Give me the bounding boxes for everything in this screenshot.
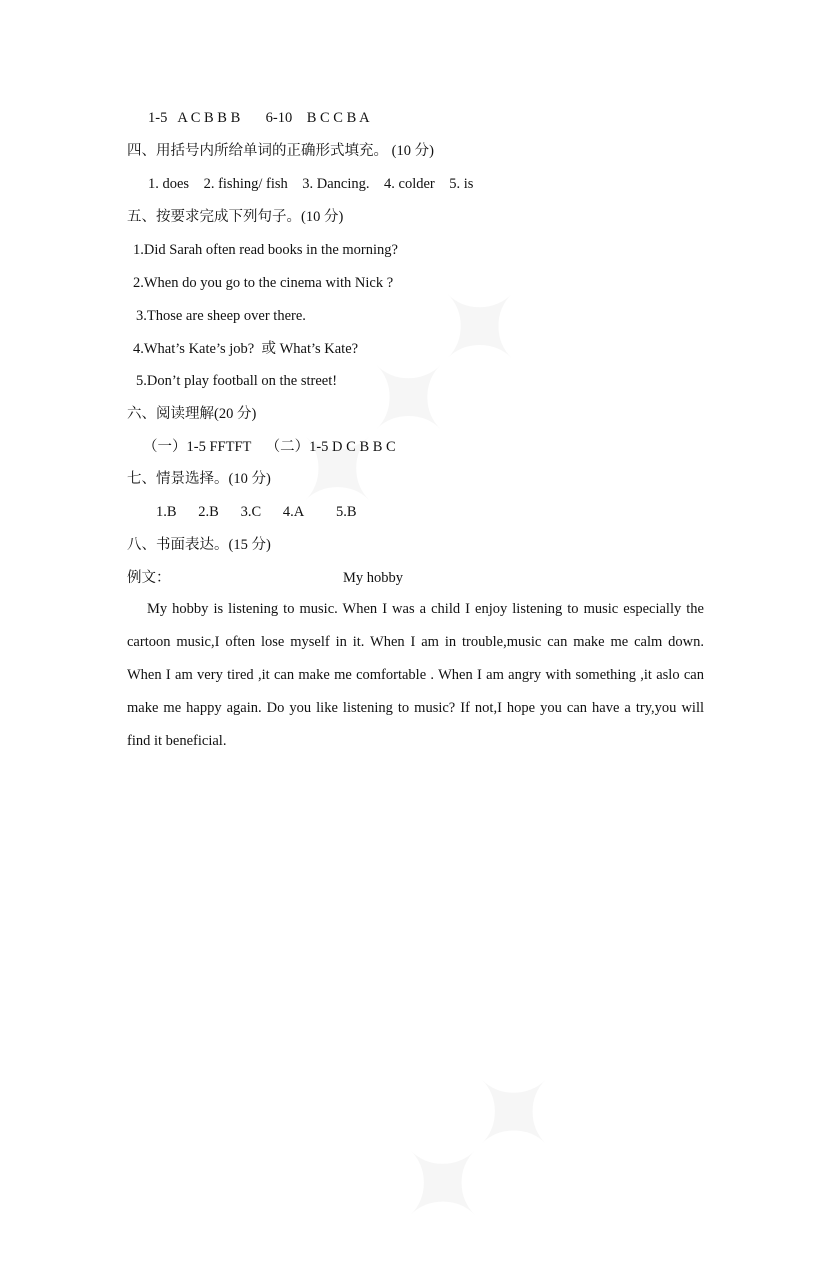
section-5-item-3: 3.Those are sheep over there.: [136, 308, 306, 324]
section-5-item-4: 4.What’s Kate’s job? 或 What’s Kate?: [133, 341, 359, 357]
watermark-logo-bottom: [360, 1029, 600, 1269]
section-7-answers: 1.B 2.B 3.C 4.A 5.B: [156, 504, 357, 520]
section-4-header: 四、用括号内所给单词的正确形式填充。 (10 分): [127, 143, 434, 159]
section-4-answers: 1. does 2. fishing/ fish 3. Dancing. 4. colder 5. is: [148, 176, 474, 192]
section-5-item-2: 2.When do you go to the cinema with Nick ?: [133, 275, 394, 291]
section-6-answers: （一）1-5 FFTFT （二）1-5 D C B B C: [143, 439, 396, 455]
essay-body: My hobby is listening to music. When I was a child I enjoy listening to music especially the cartoon music,I often lose myself in it. When I am in trouble,music can make me calm down. When I am very tired ,it can make me comfortable . When I am angry with something ,it aslo can make me happy again. Do you like listening to music? If not,I hope you can have a try,you will find it beneficial.: [127, 601, 704, 749]
section-8-header: 八、书面表达。(15 分): [127, 537, 271, 553]
section-3-answers: 1-5 A C B B B 6-10 B C C B A: [148, 110, 370, 126]
section-6-header: 六、阅读理解(20 分): [127, 406, 257, 422]
section-7-header: 七、情景选择。(10 分): [127, 471, 271, 487]
sample-label: 例文：: [127, 570, 171, 586]
section-5-item-1: 1.Did Sarah often read books in the morning?: [133, 242, 398, 258]
essay-title: My hobby: [343, 570, 404, 586]
section-5-header: 五、按要求完成下列句子。(10 分): [127, 209, 344, 225]
section-5-item-5: 5.Don’t play football on the street!: [136, 373, 338, 389]
